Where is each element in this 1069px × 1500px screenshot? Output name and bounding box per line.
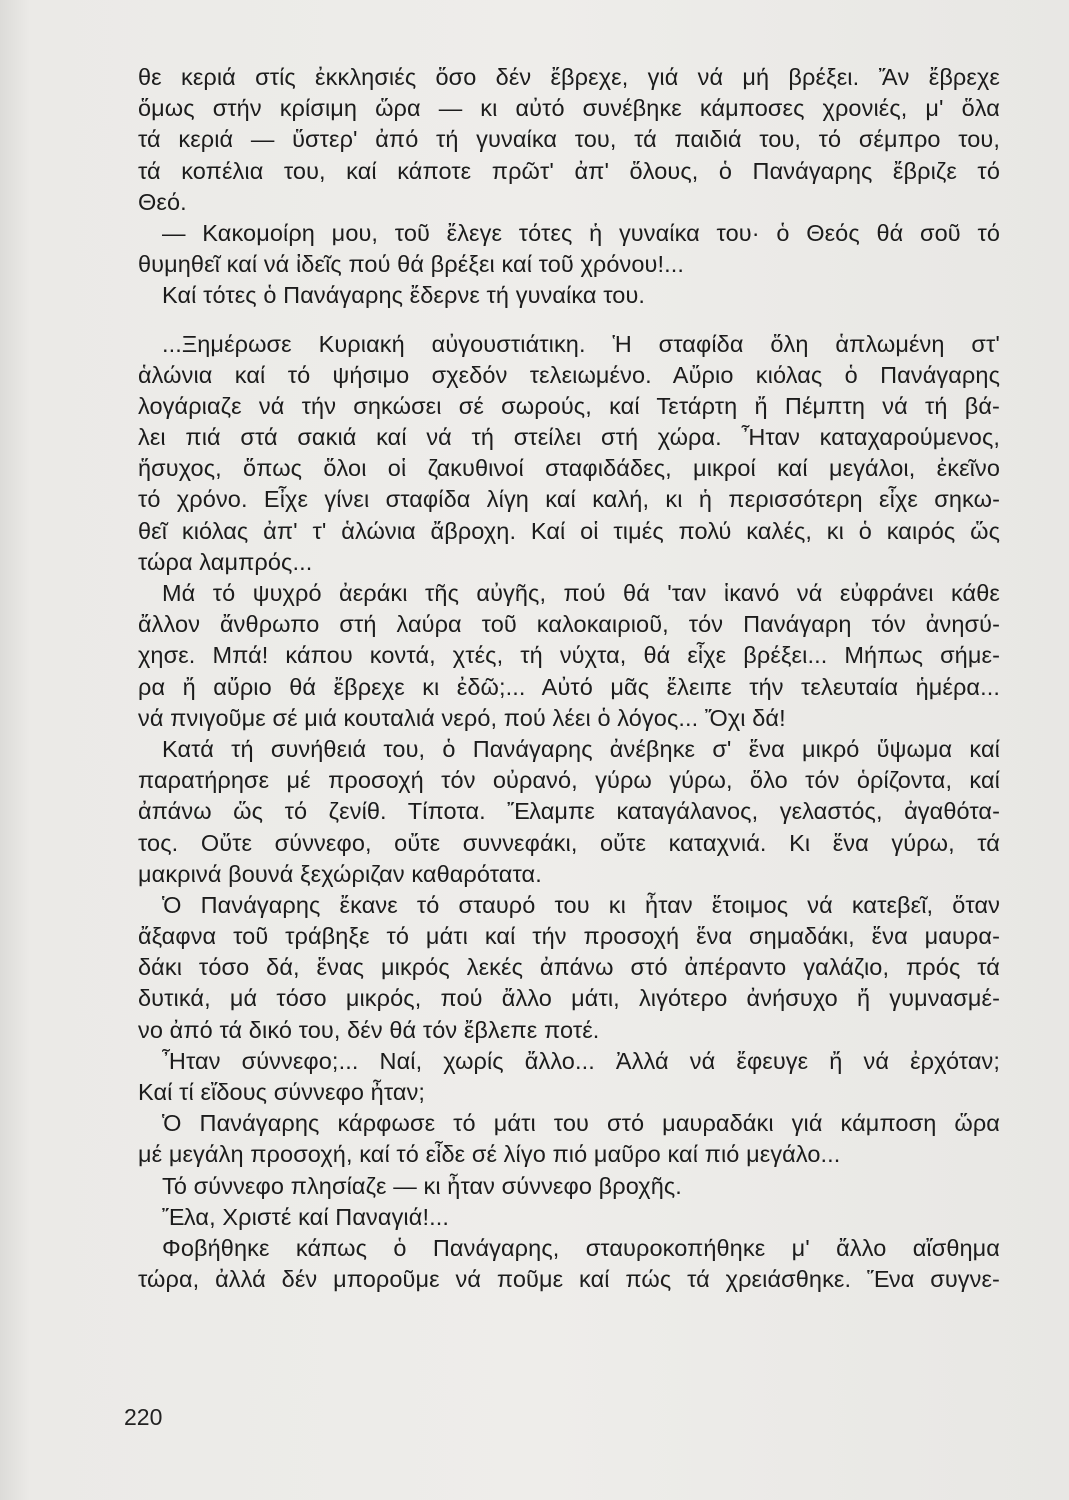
text-line: ἀπάνω ὥς τό ζενίθ. Τίποτα. Ἔλαμπε καταγάλανος, γελαστός, ἀγαθότα-: [138, 798, 1000, 825]
text-line: θε κεριά στίς ἐκκλησιές ὅσο δέν ἔβρεχε, γιά νά μή βρέξει. Ἄν ἔβρεχε: [138, 64, 1000, 90]
text-line: νά πνιγοῦμε σέ μιά κουταλιά νερό, πού λέει ὁ λόγος... Ὄχι δά!: [138, 704, 786, 731]
text-line: Ἦταν σύννεφο;... Ναί, χωρίς ἄλλο... Ἀλλά νά ἔφευγε ἤ νά ἐρχόταν;: [162, 1047, 1000, 1074]
text-line: ἄξαφνα τοῦ τράβηξε τό μάτι καί τήν προσοχή ἕνα σημαδάκι, ἕνα μαυρα-: [138, 923, 1000, 950]
text-line: Καί τότες ὁ Πανάγαρης ἔδερνε τή γυναίκα του.: [162, 282, 646, 309]
page-number: 220: [124, 1404, 163, 1430]
text-line: Ὁ Πανάγαρης ἔκανε τό σταυρό του κι ἦταν ἕτοιμος νά κατεβεῖ, ὅταν: [162, 891, 1000, 918]
text-line: — Κακομοίρη μου, τοῦ ἔλεγε τότες ἡ γυναίκα του· ὁ Θεός θά σοῦ τό: [162, 219, 1000, 246]
text-line: χησε. Μπά! κάπου κοντά, χτές, τή νύχτα, θά εἶχε βρέξει... Μήπως σήμε-: [138, 642, 1000, 669]
body-text: [138, 62, 1000, 1295]
text-line: δυτικά, μά τόσο μικρός, πού ἄλλο μάτι, λιγότερο ἀνήσυχο ἤ γυμνασμέ-: [138, 985, 1000, 1012]
text-line: θεῖ κιόλας ἀπ' τ' ἁλώνια ἄβροχη. Καί οἱ τιμές πολύ καλές, κι ὁ καιρός ὥς: [138, 517, 1000, 544]
text-line: ἥσυχος, ὅπως ὅλοι οἱ ζακυθινοί σταφιδάδες, μικροί καί μεγάλοι, ἐκεῖνο: [138, 455, 1000, 482]
paragraph-gap: [138, 312, 1000, 329]
text-line: παρατήρησε μέ προσοχή τόν οὐρανό, γύρω γύρω, ὅλο τόν ὁρίζοντα, καί: [138, 767, 1000, 794]
text-line: δάκι τόσο δά, ἕνας μικρός λεκές ἀπάνω στό ἀπέραντο γαλάζιο, πρός τά: [138, 954, 1000, 981]
text-line: τά κεριά — ὕστερ' ἀπό τή γυναίκα του, τά παιδιά του, τό σέμπρο του,: [138, 126, 1000, 153]
text-line: Κατά τή συνήθειά του, ὁ Πανάγαρης ἀνέβηκε σ' ἕνα μικρό ὕψωμα καί: [162, 735, 1000, 762]
text-line: Μά τό ψυχρό ἀεράκι τῆς αὐγῆς, πού θά 'ταν ἱκανό νά εὐφράνει κάθε: [162, 580, 1000, 606]
text-line: ρα ἤ αὔριο θά ἔβρεχε κι ἐδῶ;... Αὐτό μᾶς ἔλειπε τήν τελευταία ἡμέρα...: [138, 673, 1000, 700]
text-line: Ἔλα, Χριστέ καί Παναγιά!...: [162, 1203, 449, 1230]
text-line: θυμηθεῖ καί νά ἰδεῖς πού θά βρέξει καί τοῦ χρόνου!...: [138, 251, 685, 278]
text-line: τώρα, ἀλλά δέν μποροῦμε νά ποῦμε καί πώς τά χρειάσθηκε. Ἕνα συγνε-: [138, 1266, 1000, 1293]
text-line: Θεό.: [138, 188, 187, 215]
text-line: μέ μεγάλη προσοχή, καί τό εἶδε σέ λίγο πιό μαῦρο καί πιό μεγάλο...: [138, 1141, 841, 1168]
text-line: ἄλλον ἄνθρωπο στή λαύρα τοῦ καλοκαιριοῦ, τόν Πανάγαρη τόν ἀνησύ-: [138, 611, 1000, 638]
text-line: λει πιά στά σακιά καί νά τή στείλει στή χώρα. Ἦταν καταχαρούμενος,: [138, 424, 1000, 451]
text-line: τος. Οὔτε σύννεφο, οὔτε συννεφάκι, οὔτε καταχνιά. Κι ἕνα γύρω, τά: [138, 829, 1000, 856]
text-line: τώρα λαμπρός...: [138, 548, 313, 575]
text-line: ὅμως στήν κρίσιμη ὥρα — κι αὐτό συνέβηκε κάμποσες χρονιές, μ' ὅλα: [138, 95, 1000, 122]
text-line: Φοβήθηκε κάπως ὁ Πανάγαρης, σταυροκοπήθηκε μ' ἄλλο αἴσθημα: [162, 1234, 1000, 1261]
text-line: ἁλώνια καί τό ψήσιμο σχεδόν τελειωμένο. Αὔριο κιόλας ὁ Πανάγαρης: [138, 361, 1000, 388]
text-line: τά κοπέλια του, καί κάποτε πρῶτ' ἀπ' ὅλους, ὁ Πανάγαρης ἔβριζε τό: [138, 157, 1000, 184]
text-line: λογάριαζε νά τήν σηκώσει σέ σωρούς, καί Τετάρτη ἤ Πέμπτη νά τή βά-: [138, 392, 1000, 419]
text-line: ...Ξημέρωσε Κυριακή αὐγουστιάτικη. Ἡ σταφίδα ὅλη ἁπλωμένη στ': [162, 330, 1000, 357]
text-line: Καί τί εἴδους σύννεφο ἦταν;: [138, 1079, 426, 1105]
text-line: μακρινά βουνά ξεχώριζαν καθαρότατα.: [138, 860, 542, 887]
text-line: νο ἀπό τά δικό του, δέν θά τόν ἔβλεπε ποτέ.: [138, 1016, 600, 1043]
text-line: Τό σύννεφο πλησίαζε — κι ἦταν σύννεφο βροχῆς.: [162, 1172, 682, 1199]
text-line: τό χρόνο. Εἶχε γίνει σταφίδα λίγη καί καλή, κι ἡ περισσότερη εἶχε σηκω-: [138, 486, 1000, 513]
text-line: Ὁ Πανάγαρης κάρφωσε τό μάτι του στό μαυραδάκι γιά κάμποση ὥρα: [162, 1110, 1000, 1137]
